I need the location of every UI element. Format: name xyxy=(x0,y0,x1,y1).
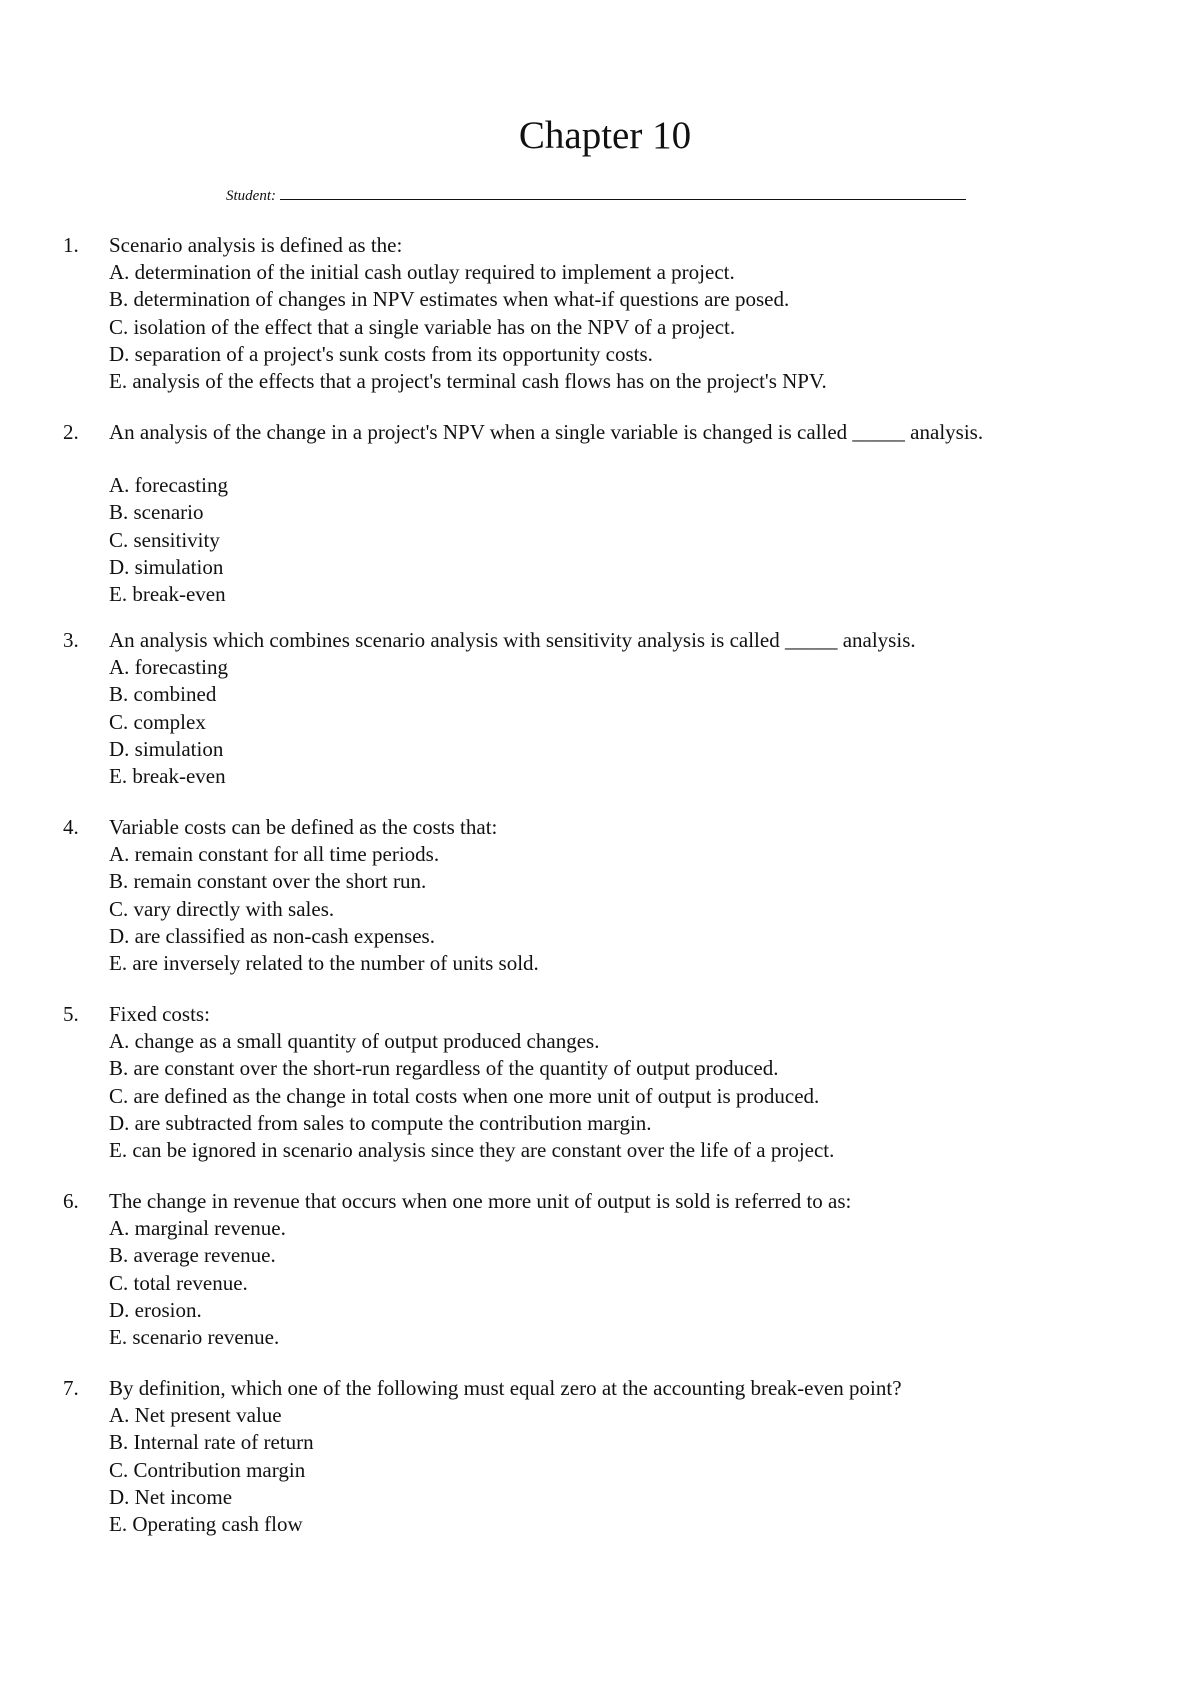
answer-option: E. scenario revenue. xyxy=(109,1325,280,1350)
question-stem: The change in revenue that occurs when one more unit of output is sold is referred to as: xyxy=(109,1189,852,1213)
question-stem: An analysis of the change in a project's NPV when a single variable is changed is called _____ analysis. xyxy=(109,420,984,444)
answer-option: E. can be ignored in scenario analysis since they are constant over the life of a project. xyxy=(109,1138,835,1163)
page-title: Chapter 10 xyxy=(518,114,692,157)
answer-option: D. erosion. xyxy=(109,1297,202,1322)
answer-option: E. Operating cash flow xyxy=(109,1512,303,1537)
answer-option: D. simulation xyxy=(109,736,224,761)
question-body xyxy=(109,1375,1183,1538)
answer-option: A. marginal revenue. xyxy=(109,1216,286,1241)
answer-option: D. Net income xyxy=(109,1484,233,1509)
question-stem: By definition, which one of the following must equal zero at the accounting break-even point? xyxy=(109,1376,902,1400)
question-body xyxy=(109,814,1183,977)
answer-option: C. Contribution margin xyxy=(109,1457,306,1482)
question-stem: An analysis which combines scenario analysis with sensitivity analysis is called _____ analysis. xyxy=(109,628,916,652)
answer-options xyxy=(109,654,1183,790)
answer-option: A. Net present value xyxy=(109,1403,282,1428)
answer-option: E. are inversely related to the number of units sold. xyxy=(109,951,539,976)
answer-option: C. isolation of the effect that a single variable has on the NPV of a project. xyxy=(109,314,736,339)
question-number: 1. xyxy=(63,233,79,257)
question-body xyxy=(109,1188,1183,1351)
answer-options xyxy=(109,1028,1183,1164)
question-body xyxy=(109,1001,1183,1164)
answer-option: D. separation of a project's sunk costs from its opportunity costs. xyxy=(109,341,653,366)
answer-option: E. break-even xyxy=(109,764,226,789)
answer-option: C. sensitivity xyxy=(109,527,220,552)
answer-options xyxy=(109,259,1183,395)
question-body xyxy=(109,419,1183,608)
question-number: 5. xyxy=(63,1002,79,1026)
question-number: 3. xyxy=(63,628,79,652)
answer-option: A. forecasting xyxy=(109,473,228,498)
question-number: 4. xyxy=(63,815,79,839)
answer-option: B. Internal rate of return xyxy=(109,1430,314,1455)
answer-option: A. change as a small quantity of output produced changes. xyxy=(109,1029,600,1054)
question-stem: Variable costs can be defined as the costs that: xyxy=(109,815,498,839)
student-name-blank xyxy=(280,199,966,200)
answer-option: C. total revenue. xyxy=(109,1270,248,1295)
answer-option: B. determination of changes in NPV estimates when what-if questions are posed. xyxy=(109,287,790,312)
answer-option: E. break-even xyxy=(109,582,226,607)
answer-options xyxy=(109,1215,1183,1351)
answer-option: A. determination of the initial cash outlay required to implement a project. xyxy=(109,260,735,285)
question-body xyxy=(109,627,1183,790)
student-name-line xyxy=(226,186,966,206)
answer-option: C. are defined as the change in total costs when one more unit of output is produced. xyxy=(109,1083,820,1108)
answer-option: C. complex xyxy=(109,709,206,734)
answer-options xyxy=(109,841,1183,977)
question-number: 2. xyxy=(63,420,79,444)
answer-option: B. remain constant over the short run. xyxy=(109,869,427,894)
answer-option: B. are constant over the short-run regardless of the quantity of output produced. xyxy=(109,1056,779,1081)
answer-option: B. average revenue. xyxy=(109,1243,276,1268)
question-number: 7. xyxy=(63,1376,79,1400)
answer-option: C. vary directly with sales. xyxy=(109,896,335,921)
question-body xyxy=(109,232,1183,395)
answer-option: B. combined xyxy=(109,682,217,707)
answer-option: A. remain constant for all time periods. xyxy=(109,842,440,867)
answer-options xyxy=(109,472,1183,608)
answer-option: D. are subtracted from sales to compute the contribution margin. xyxy=(109,1110,652,1135)
answer-options xyxy=(109,1402,1183,1538)
answer-option: D. are classified as non-cash expenses. xyxy=(109,923,435,948)
question-stem: Fixed costs: xyxy=(109,1002,210,1026)
question-stem: Scenario analysis is defined as the: xyxy=(109,233,403,257)
answer-option: A. forecasting xyxy=(109,655,228,680)
answer-option: B. scenario xyxy=(109,500,204,525)
question-number: 6. xyxy=(63,1189,79,1213)
student-label: Student: xyxy=(226,188,276,204)
answer-option: D. simulation xyxy=(109,554,224,579)
answer-option: E. analysis of the effects that a project's terminal cash flows has on the project's NPV. xyxy=(109,369,827,394)
